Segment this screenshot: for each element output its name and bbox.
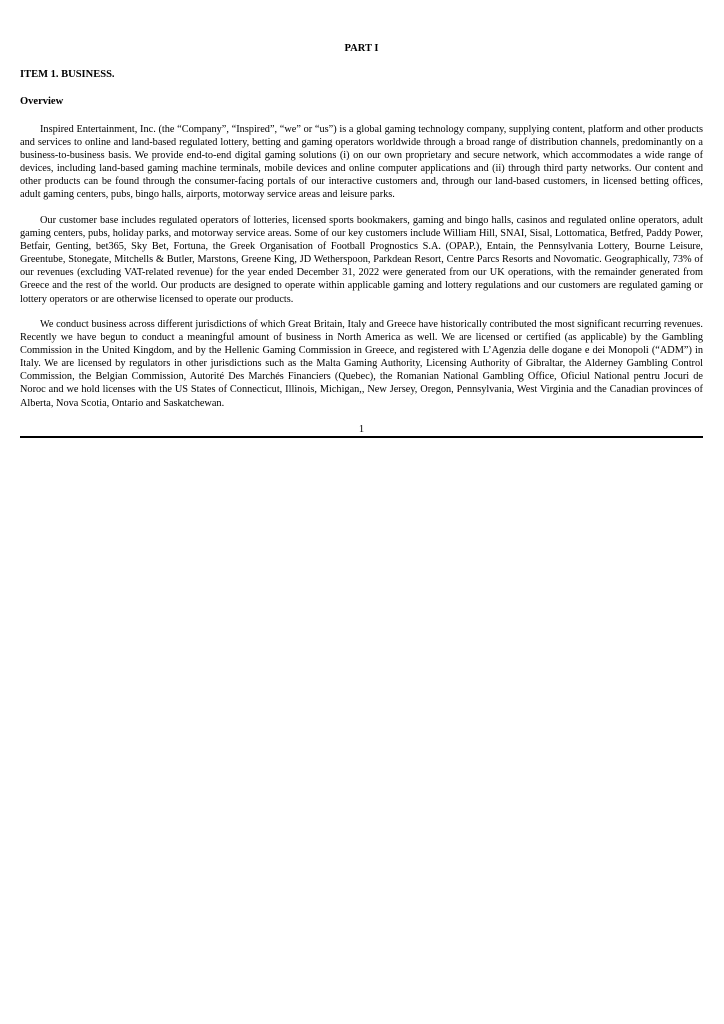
section-heading-overview: Overview (20, 96, 64, 107)
overview-paragraph-3: We conduct business across different jurisdictions of which Great Britain, Italy and Greece have historically contributed the most significant recurring revenues. Recently we have begun to conduct a meaningful amount of business in North America as well. We are licensed or certified (as applicable) by the Gambling Commission in the United Kingdom, and by the Hellenic Gaming Commission in Greece, and registered with L’Agenzia delle dogane e dei Monopoli (“ADM”) in Italy. We are licensed by regulators in other jurisdictions such as the Malta Gaming Authority, Licensing Authority of Gibraltar, the Alderney Gambling Control Commission, the Belgian Commission, Autorité Des Marchés Financiers (Quebec), the Romanian National Gambling Office, Oficiul National pentru Jocuri de Noroc and we hold licenses with the US States of Connecticut, Illinois, Michigan,, New Jersey, Oregon, Pennsylvania, West Virginia and the Canadian provinces of Alberta, Nova Scotia, Ontario and Saskatchewan. (20, 319, 703, 409)
part-title: PART I (344, 43, 379, 54)
overview-paragraph-1: Inspired Entertainment, Inc. (the “Company”, “Inspired”, “we” or “us”) is a global gaming technology company, supplying content, platform and other products and services to online and land-based regulated lottery, betting and gaming operators worldwide through a broad range of distribution channels, predominantly on a business-to-business basis. We provide end-to-end digital gaming solutions (i) on our own proprietary and secure network, which accommodates a wide range of devices, including land-based gaming machine terminals, mobile devices and online computer applications and (ii) through third party networks. Our content and other products can be found through the consumer-facing portals of our interactive customers and, through our land-based customers, in licensed betting offices, adult gaming centers, pubs, bingo halls, airports, motorway service areas and leisure parks. (20, 124, 703, 201)
item-heading: ITEM 1. BUSINESS. (20, 69, 115, 80)
page-number: 1 (358, 424, 365, 435)
page-divider (20, 436, 703, 438)
overview-paragraph-2: Our customer base includes regulated operators of lotteries, licensed sports bookmakers, gaming and bingo halls, casinos and regulated online operators, adult gaming centers, pubs, holiday parks, and motorway service areas. Some of our key customers include William Hill, SNAI, Sisal, Lottomatica, Betfred, Paddy Power, Betfair, Genting, bet365, Sky Bet, Fortuna, the Greek Organisation of Football Prognostics S.A. (OPAP.), Entain, the Pennsylvania Lottery, Bourne Leisure, Greentube, Stonegate, Mitchells & Butler, Marstons, Greene King, JD Wetherspoon, Parkdean Resort, Centre Parcs Resorts and Novomatic. Geographically, 73% of our revenues (excluding VAT-related revenue) for the year ended December 31, 2022 were generated from our UK operations, with the remainder generated from Greece and the rest of the world. Our products are designed to operate within applicable gaming and lottery regulations and our customers are regulated gaming or lottery operators or are otherwise licensed to operate our products. (20, 215, 703, 305)
